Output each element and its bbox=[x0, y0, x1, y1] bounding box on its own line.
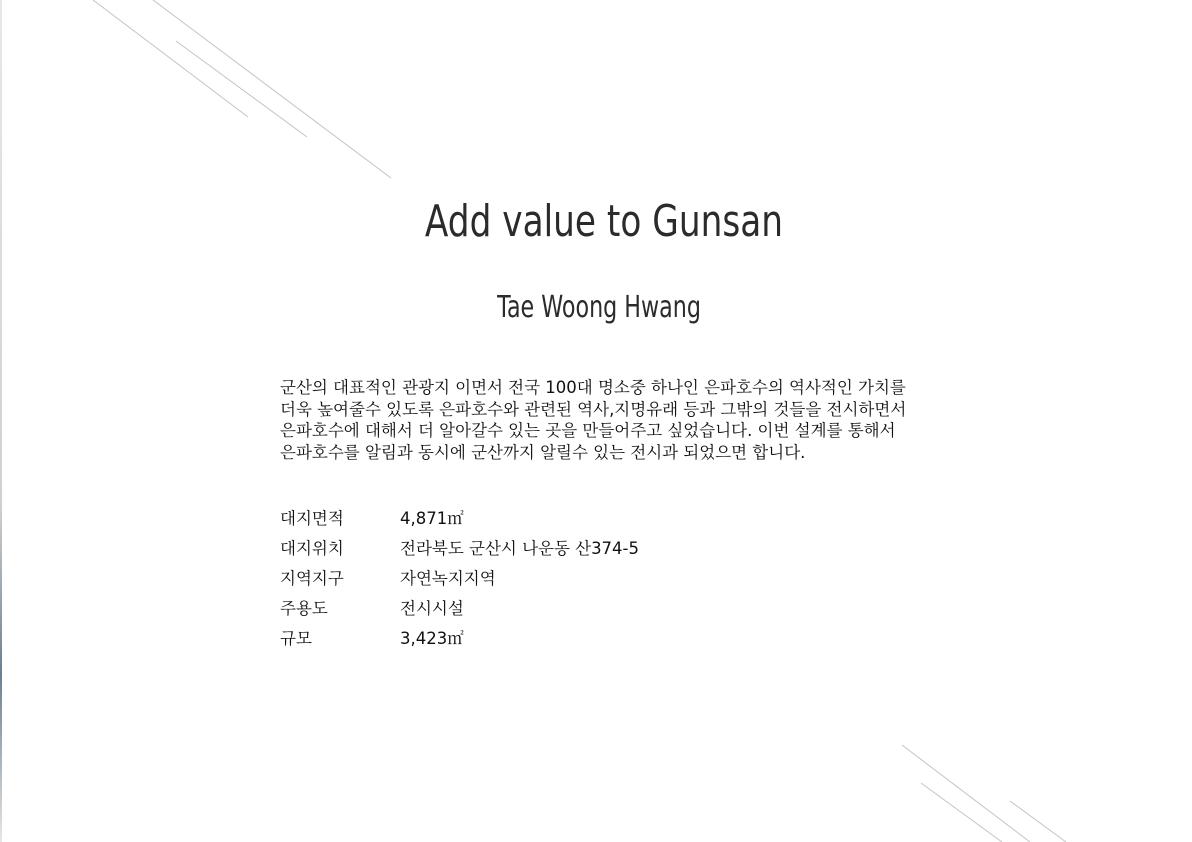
deco-line-top-1 bbox=[93, 0, 248, 117]
info-row-site-area bbox=[280, 507, 639, 537]
deco-line-top-3 bbox=[176, 41, 307, 137]
info-value: 전라북도 군산시 나운동 산374-5 bbox=[400, 539, 640, 558]
info-value: 3,423㎡ bbox=[400, 629, 464, 648]
info-label: 지역지구 bbox=[280, 569, 344, 588]
deco-line-bottom-3 bbox=[1010, 801, 1066, 842]
project-description bbox=[280, 377, 1000, 463]
deco-line-bottom-1 bbox=[902, 745, 1030, 842]
info-label: 주용도 bbox=[280, 599, 328, 618]
deco-line-top-2 bbox=[153, 0, 391, 178]
info-label: 대지위치 bbox=[280, 539, 344, 558]
description-line: 은파호수를 알림과 동시에 군산까지 알릴수 있는 전시과 되었으면 합니다. bbox=[280, 442, 806, 462]
info-row-scale bbox=[280, 627, 639, 657]
project-info-table bbox=[280, 507, 639, 657]
page-title: Add value to Gunsan bbox=[424, 196, 784, 247]
info-value: 자연녹지지역 bbox=[400, 569, 496, 588]
description-line: 더욱 높여줄수 있도록 은파호수와 관련된 역사,지명유래 등과 그밖의 것들을 전시하면서 bbox=[280, 399, 907, 419]
info-label: 대지면적 bbox=[280, 509, 344, 528]
description-line: 군산의 대표적인 관광지 이면서 전국 100대 명소중 하나인 은파호수의 역사적인 가치를 bbox=[280, 378, 906, 397]
info-label: 규모 bbox=[280, 629, 312, 648]
description-line: 은파호수에 대해서 더 알아갈수 있는 곳을 만들어주고 싶었습니다. 이번 설계를 통해서 bbox=[280, 421, 896, 440]
info-row-zoning bbox=[280, 567, 639, 597]
deco-line-bottom-2 bbox=[921, 783, 1002, 842]
info-value: 전시시설 bbox=[400, 599, 464, 618]
author-name: Tae Woong Hwang bbox=[497, 290, 701, 325]
info-value: 4,871㎡ bbox=[400, 509, 464, 528]
info-row-location bbox=[280, 537, 639, 567]
info-row-main-use bbox=[280, 597, 639, 627]
